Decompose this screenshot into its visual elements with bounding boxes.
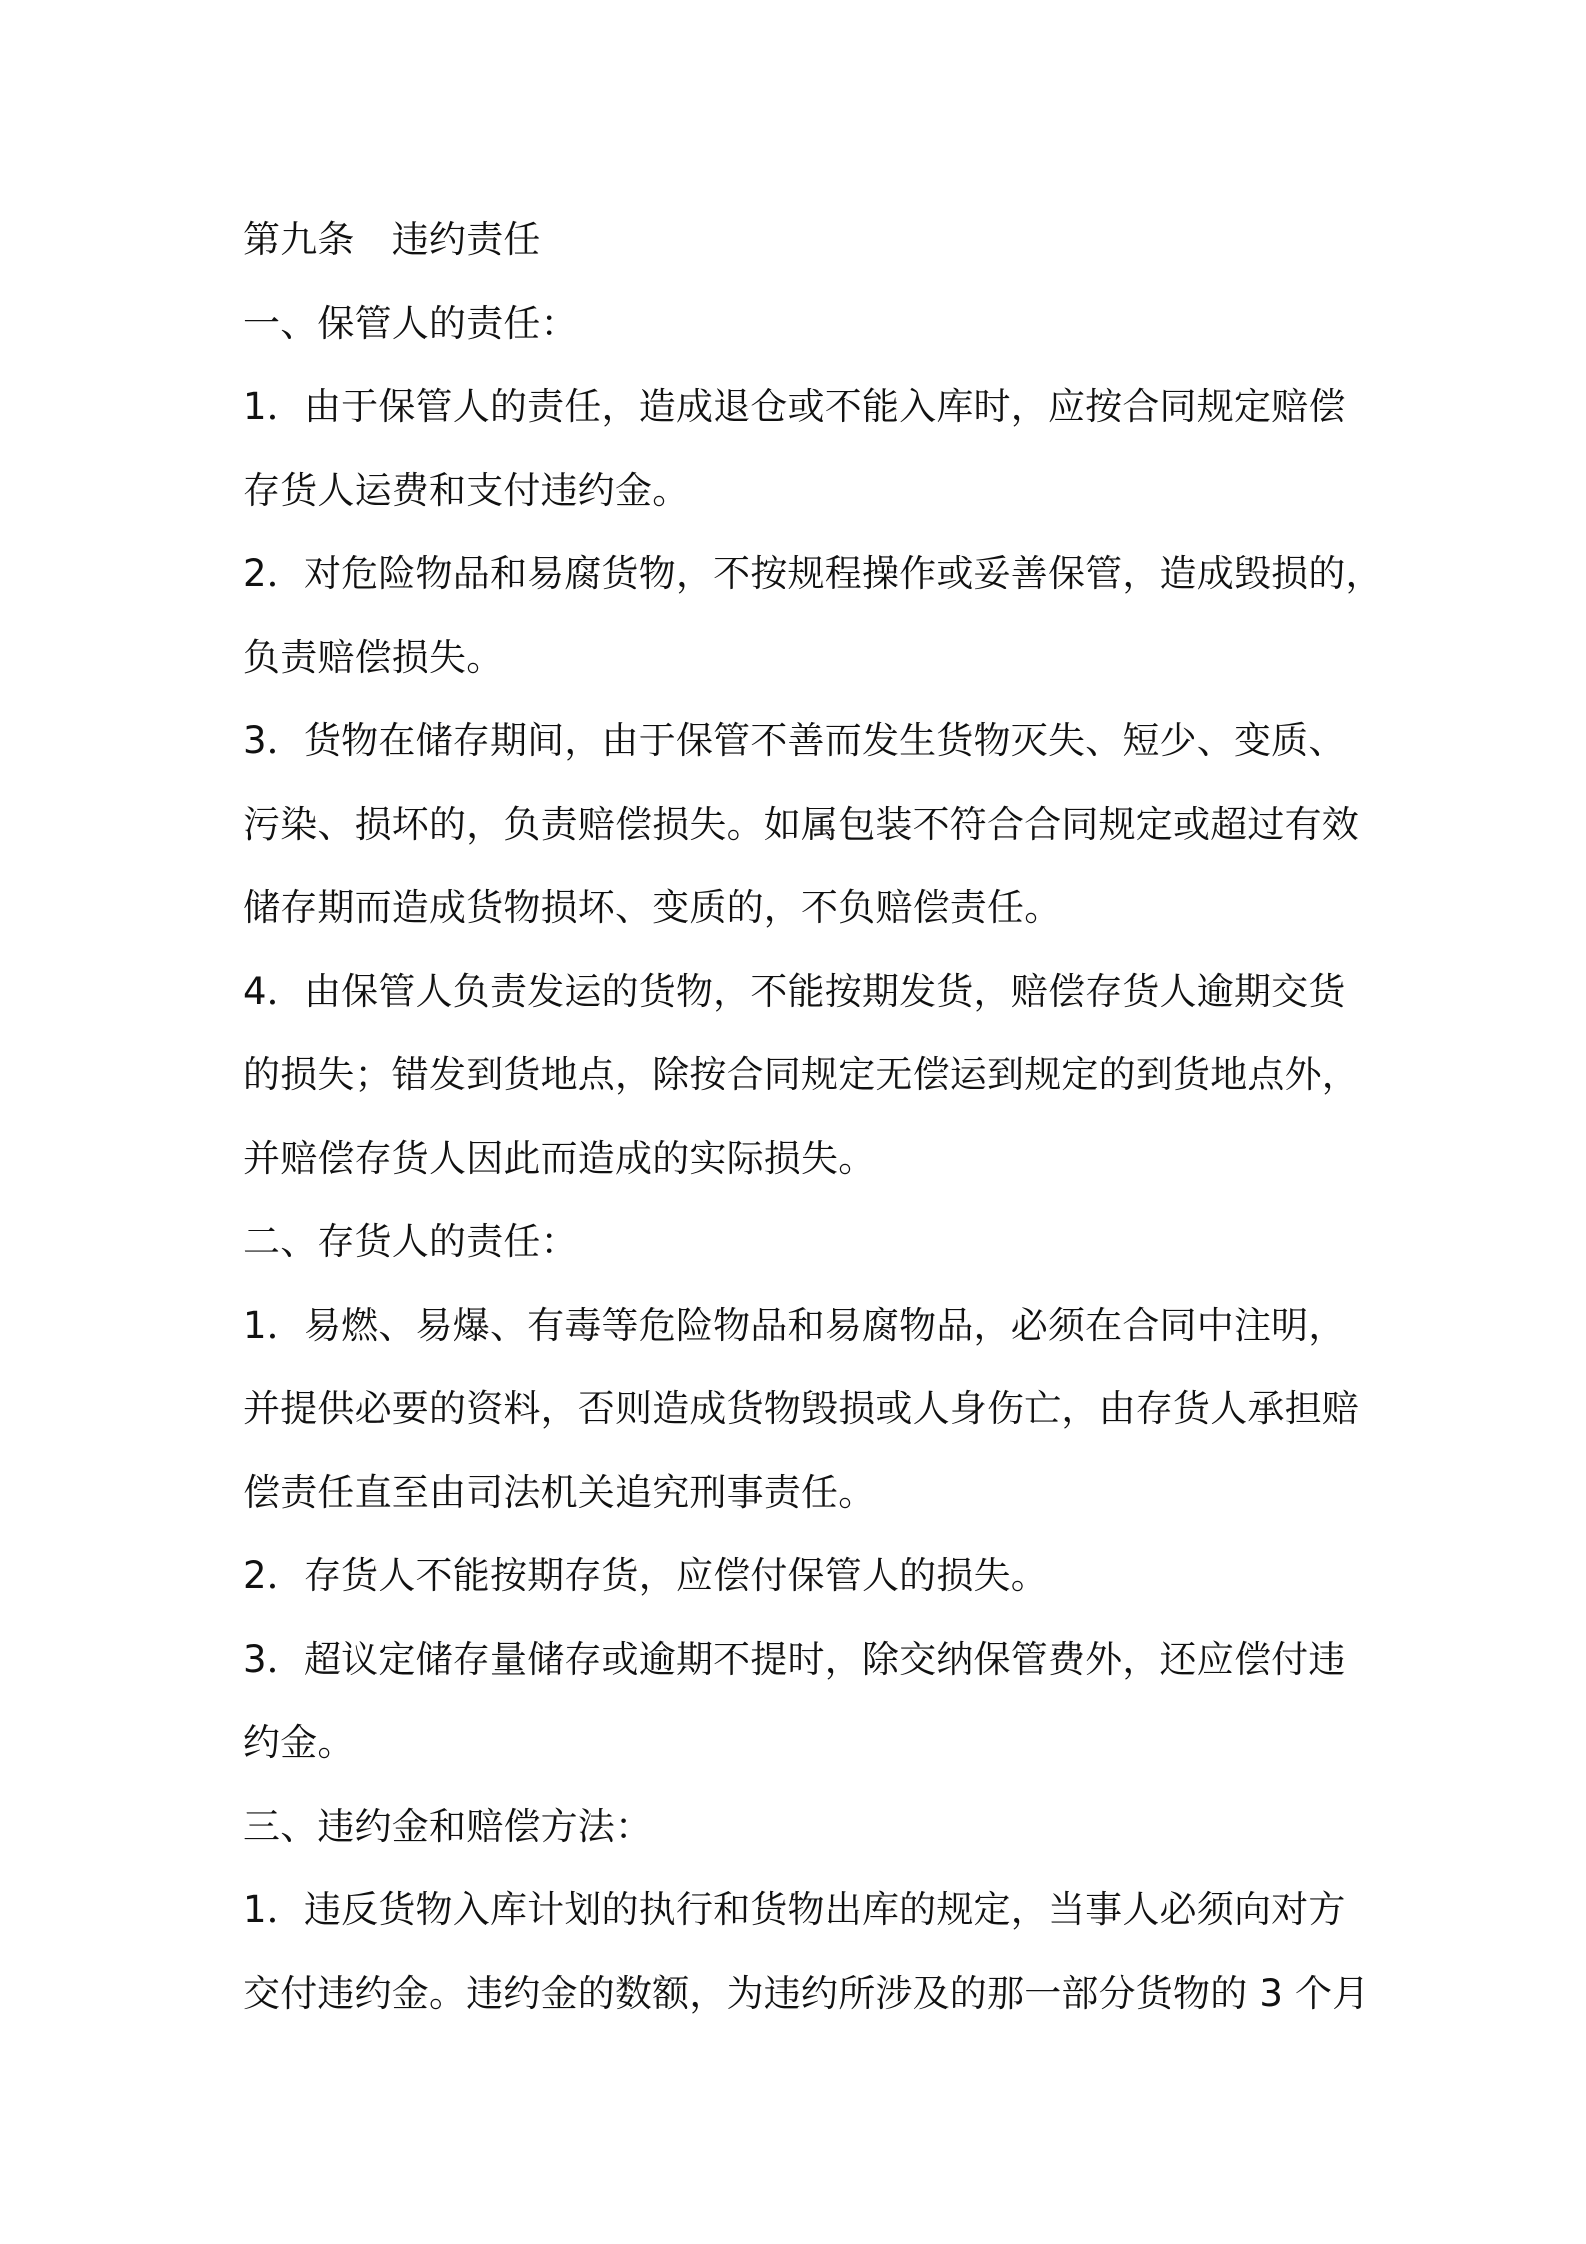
text-line: 污染、损坏的，负责赔偿损失。如属包装不符合合同规定或超过有效 <box>243 802 1359 846</box>
text-line: 3．超议定储存量储存或逾期不提时，除交纳保管费外，还应偿付违 <box>243 1637 1346 1681</box>
text-line: 储存期而造成货物损坏、变质的，不负赔偿责任。 <box>243 886 1062 929</box>
text-line: 的损失；错发到货地点，除按合同规定无偿运到规定的到货地点外， <box>243 1053 1359 1096</box>
text-line: 3．货物在储存期间，由于保管不善而发生货物灭失、短少、变质、 <box>243 719 1346 762</box>
text-line: 并赔偿存货人因此而造成的实际损失。 <box>243 1136 876 1180</box>
text-line: 交付违约金。违约金的数额，为违约所涉及的那一部分货物的 3 个月 <box>243 1971 1370 2015</box>
text-line: 1．由于保管人的责任，造成退仓或不能入库时，应按合同规定赔偿 <box>243 385 1346 428</box>
text-line: 并提供必要的资料，否则造成货物毁损或人身伤亡，由存货人承担赔 <box>243 1387 1359 1430</box>
contract-article-body <box>243 198 1383 2035</box>
section-heading-custodian: 一、保管人的责任： <box>243 301 578 345</box>
text-line: 约金。 <box>243 1721 355 1764</box>
text-line: 负责赔偿损失。 <box>243 635 504 679</box>
text-line: 4．由保管人负责发运的货物，不能按期发货，赔偿存货人逾期交货 <box>243 969 1346 1013</box>
section-heading-penalty: 三、违约金和赔偿方法： <box>243 1804 653 1848</box>
text-line: 偿责任直至由司法机关追究刑事责任。 <box>243 1470 876 1514</box>
article-heading: 第九条 违约责任 <box>243 218 541 261</box>
section-heading-depositor: 二、存货人的责任： <box>243 1220 578 1263</box>
text-line: 1．违反货物入库计划的执行和货物出库的规定，当事人必须向对方 <box>243 1888 1346 1931</box>
text-line: 1．易燃、易爆、有毒等危险物品和易腐物品，必须在合同中注明， <box>243 1303 1346 1347</box>
text-line: 存货人运费和支付违约金。 <box>243 468 690 512</box>
text-line: 2．对危险物品和易腐货物，不按规程操作或妥善保管，造成毁损的， <box>243 552 1383 595</box>
text-line: 2．存货人不能按期存货，应偿付保管人的损失。 <box>243 1554 1048 1597</box>
